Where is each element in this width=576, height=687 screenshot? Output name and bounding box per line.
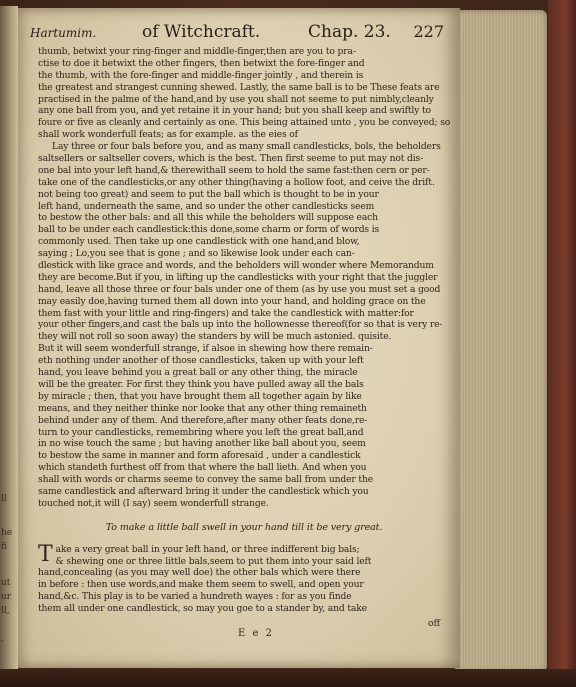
text-line: them fast with your little and ring-fingers) and take the candlestick with matter:for bbox=[38, 307, 414, 319]
running-head-title: of Witchcraft. bbox=[142, 22, 261, 42]
text-line: shall with words or charms seeme to convey the same ball from under the bbox=[38, 474, 374, 486]
text-line: Lay three or four bals before you, and as many small candlesticks, bols, the beholders bbox=[52, 141, 441, 153]
margin-fragment: ur bbox=[1, 592, 12, 602]
text-line: left hand, underneath the same, and so under the other candlesticks seem bbox=[38, 200, 375, 212]
text-line: in no wise touch the same ; but having another like ball about you, seem bbox=[38, 438, 366, 450]
text-line: ball to be under each candlestick:this done,some charm or form of words is bbox=[38, 224, 380, 236]
running-head-chapter: Chap. 23. bbox=[308, 22, 391, 42]
text-line: not being too great) and seem to put the ball which is thought to be in your bbox=[38, 188, 379, 200]
text-line: they are become.But if you, in lifting up the candlesticks with your right that the juggler bbox=[38, 271, 438, 283]
text-line: hand,&c. This play is to be varied a hundreth wayes : for as you finde bbox=[38, 591, 352, 603]
text-line: saltsellers or saltseller covers, which is the best. Then first seeme to put may not dis- bbox=[38, 153, 424, 165]
text-line: dlestick with like grace and words, and the beholders will wonder where Memorandum bbox=[38, 260, 434, 272]
drop-cap: T bbox=[38, 541, 53, 567]
catchword: off bbox=[427, 618, 440, 629]
text-line: foure or five as cleanly and certainly as one. This being attained unto , you be conveyed; so bbox=[38, 117, 451, 129]
page-footer bbox=[18, 618, 460, 642]
text-line: eth nothing under another of those candlesticks, taken up with your left bbox=[38, 355, 364, 367]
page-header bbox=[30, 22, 444, 44]
margin-fragment: ut bbox=[1, 578, 11, 588]
text-line: ctise to doe it betwixt the other fingers, then betwixt the fore-finger and bbox=[38, 57, 365, 69]
bottom-edge bbox=[0, 669, 576, 687]
text-line: the greatest and strangest cunning shewed. Lastly, the same ball is to be These feats are bbox=[38, 81, 440, 93]
text-line: touched not,it will (I say) seem wonderfull strange. bbox=[38, 497, 269, 509]
text-line: same candlestick and afterward bring it under the candlestick which you bbox=[38, 485, 369, 497]
section-paragraph bbox=[38, 556, 450, 615]
text-line: hand, you leave behind you a great ball or any other thing, the miracle bbox=[38, 367, 358, 379]
text-line: one bal into your left hand,& therewithall seem to hold the same fast:then cern or per- bbox=[38, 164, 430, 176]
margin-fragment: he bbox=[1, 528, 13, 538]
body-text bbox=[38, 46, 450, 615]
text-line: which standeth furthest off from that where the ball lieth. And when you bbox=[38, 462, 367, 474]
margin-fragment: ll, bbox=[1, 606, 10, 616]
text-line: will be the greater. For first they think you have pulled away all the bals bbox=[38, 378, 364, 390]
section-first-line-text: ake a very great ball in your left hand, or three indifferent big bals; bbox=[55, 543, 360, 555]
text-line: But it will seem wonderfull strange, if alsoe in shewing how there remain- bbox=[38, 343, 373, 355]
text-line: them all under one candlestick, so may you goe to a stander by, and take bbox=[38, 603, 367, 615]
margin-fragment: . bbox=[1, 634, 4, 644]
running-head-left: Hartumim. bbox=[30, 26, 97, 40]
text-line: thumb, betwixt your ring-finger and middle-finger,then are you to pra- bbox=[38, 46, 356, 57]
text-line: by miracle ; then, that you have brought them all together again by like bbox=[38, 390, 362, 402]
text-line: shall work wonderfull feats; as for example. as the eies of bbox=[38, 129, 298, 141]
main-paragraphs bbox=[38, 46, 450, 510]
margin-fragment: ll bbox=[1, 494, 7, 504]
previous-page-sliver bbox=[0, 6, 18, 676]
section-heading: To make a little ball swell in your hand till it be very great. bbox=[105, 521, 383, 533]
cover-edge bbox=[548, 0, 576, 687]
text-line: any one ball from you, and yet retaine it in your hand; but you shall keep and swiftly to bbox=[38, 105, 431, 117]
text-line: & shewing one or three little bals,seem to put them into your said left bbox=[55, 555, 372, 567]
text-line: to bestow the other bals: and all this while the beholders will suppose each bbox=[38, 212, 378, 224]
text-line: turn to your candlesticks, remembring where you left the great ball,and bbox=[38, 426, 364, 438]
book-page bbox=[18, 8, 460, 668]
text-line: they will not roll so soon away) the standers by will be much astonied. quisite. bbox=[38, 331, 392, 343]
text-line: to bestow the same in manner and form aforesaid , under a candlestick bbox=[38, 450, 361, 462]
text-line: hand, leave all those three or four bals under one of them (as by use you must set a good bbox=[38, 283, 441, 295]
text-line: saying ; Lo,you see that is gone ; and so likewise look under each can- bbox=[38, 248, 355, 260]
text-line: hand,concealing (as you may well doe) the other bals which were there bbox=[38, 567, 361, 579]
page-edges bbox=[455, 10, 547, 672]
text-line: take one of the candlesticks,or any other thing(having a hollow foot, and ceive the drift. bbox=[38, 176, 435, 188]
page-number: 227 bbox=[413, 22, 444, 41]
text-line: in before : then use words,and make them seem to swell, and open your bbox=[38, 579, 364, 591]
text-line: means, and they neither thinke nor looke that any other thing remaineth bbox=[38, 402, 367, 414]
signature-mark: E e 2 bbox=[238, 628, 274, 639]
text-line: your other fingers,and cast the bals up into the hollownesse thereof(for so that is very re- bbox=[38, 319, 443, 331]
margin-fragment: fi bbox=[1, 542, 8, 552]
text-line: behind under any of them. And therefore,after many other feats done,re- bbox=[38, 414, 368, 426]
text-line: practised in the palme of the hand,and by use you shall not seeme to put nimbly,cleanly bbox=[38, 93, 434, 105]
text-line: commonly used. Then take up one candlestick with one hand,and blow, bbox=[38, 236, 360, 248]
text-line: the thumb, with the fore-finger and middle-finger jointly , and therein is bbox=[38, 69, 364, 81]
text-line: may easily doe,having turned them all down into your hand, and holding grace on the bbox=[38, 295, 426, 307]
